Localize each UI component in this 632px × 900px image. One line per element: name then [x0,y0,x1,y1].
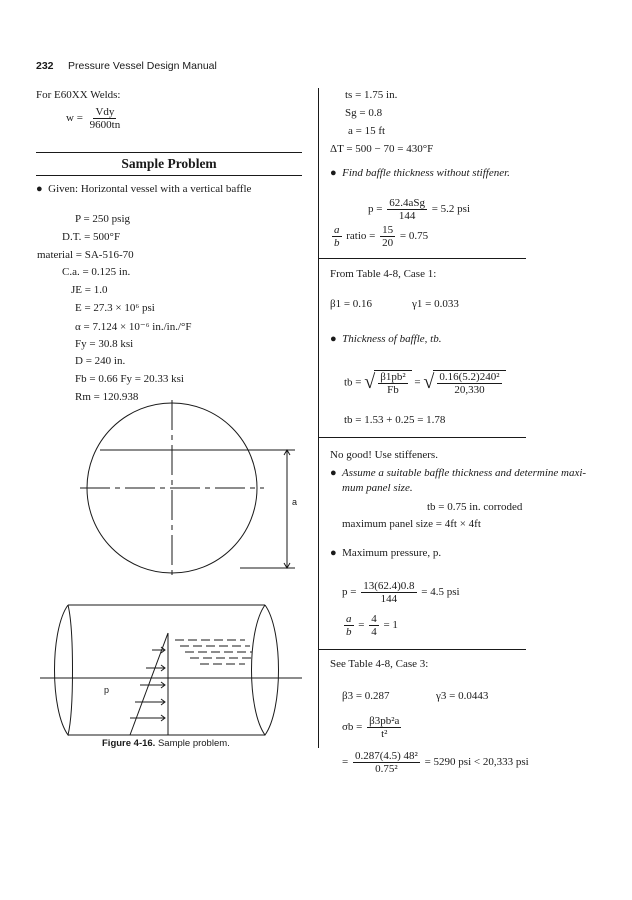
r-nogood: No good! Use stiffeners. [330,449,438,461]
param-rm: Rm = 120.938 [75,391,139,403]
figure-caption-label: Figure 4-16. [102,738,156,749]
r-dt: ΔT = 500 − 70 = 430°F [330,143,434,155]
r-sg: Sg = 0.8 [345,107,383,119]
section-rule-2 [318,437,526,438]
r-p1-num: 62.4aSg [389,197,425,209]
given-line [36,183,251,195]
r-fin-eqsign: = [342,756,349,769]
r-fin-den: 0.75² [375,763,398,775]
r-p1-rhs: = 5.2 psi [431,203,471,216]
r-p1-lhs: p = [368,203,383,216]
r-sig-den: t² [381,728,388,740]
r-ab-den: b [334,237,340,249]
running-title: Pressure Vessel Design Manual [68,60,217,72]
r-ab2-b: b [346,626,352,638]
r-tb-den2: 20,330 [454,384,485,396]
shell-left-end [55,605,73,735]
figure-caption-text: Sample problem. [157,738,230,749]
param-fy: Fy = 30.8 ksi [75,338,134,350]
r-tb-eq [344,370,506,396]
r-ratio-frac [380,224,395,249]
r-ratio-num: 15 [382,224,394,236]
r-tb-eq2: = [414,376,421,389]
r-sig-lhs: σb = [342,721,363,734]
r-fin-rhs: = 5290 psi < 20,333 psi [424,756,529,769]
r-a: a = 15 ft [348,125,386,137]
welds-fraction [88,106,123,131]
r-table1: From Table 4-8, Case 1: [330,268,437,280]
r-p1-frac [387,197,427,222]
r-tb-sqrt2 [433,370,505,396]
bullet-icon: ● [330,167,337,179]
r-thick [330,333,441,345]
r-ab2-frac2 [369,613,379,638]
r-beta3: β3 = 0.287 [342,690,390,702]
section-rule-3 [318,649,526,650]
r-ab-num: a [334,224,340,236]
r-find1 [330,167,510,179]
r-final-eq [342,750,529,775]
r-gamma1: γ1 = 0.033 [412,298,459,310]
param-d: D = 240 in. [75,355,126,367]
r-tb-lhs: tb = [344,376,362,389]
given-text: Given: Horizontal vessel with a vertical baffle [48,183,252,195]
param-je: JE = 1.0 [71,284,108,296]
r-tb-corr: tb = 0.75 in. corroded [427,501,523,513]
param-e: E = 27.3 × 10⁶ psi [75,302,155,314]
r-maxpanel: maximum panel size = 4ft × 4ft [342,518,481,530]
load-label-p: p [104,685,110,695]
r-assume [330,467,586,479]
param-material: material = SA-516-70 [37,249,134,261]
param-dt: D.T. = 500°F [62,231,121,243]
r-ab2-eq [342,613,398,638]
sample-problem-title: Sample Problem [121,156,217,171]
r-ab2-num: 4 [371,613,377,625]
r-maxp-text: Maximum pressure, p. [342,547,442,559]
welds-w: w = [66,112,83,125]
param-ca: C.a. = 0.125 in. [62,266,131,278]
r-beta1: β1 = 0.16 [330,298,373,310]
dim-label-a: a [292,497,298,507]
r-ab2-rhs: = 1 [383,619,398,632]
r-tb-frac1 [378,371,407,396]
r-gamma3: γ3 = 0.0443 [436,690,489,702]
param-alpha: α = 7.124 × 10⁻⁶ in./in./°F [75,321,192,333]
r-p2-den: 144 [380,593,398,605]
r-tb-num2: √ 0.16(5.2)240² [439,371,500,383]
r-fin-num: 0.287(4.5) 48² [354,750,418,762]
r-tb-frac2 [437,371,501,396]
r-p2-frac [361,580,416,605]
r-ratio-word: ratio = [346,230,376,243]
liquid-dashes [175,640,252,664]
bullet-icon: ● [330,333,337,345]
pressure-arrows [130,647,165,721]
title-rule-bottom [36,175,302,176]
bullet-icon: ● [330,467,337,479]
bullet-icon: ● [330,547,337,559]
figure-caption [102,738,230,749]
welds-den: 9600tn [89,119,121,131]
r-assume2: mum panel size. [342,482,413,494]
r-sigma-eq [342,715,403,740]
r-ab2-eqsign: = [358,619,365,632]
r-ts: ts = 1.75 in. [345,89,398,101]
r-find1-text: Find baffle thickness without stiffener. [342,167,510,179]
r-table3: See Table 4-8, Case 3: [330,658,429,670]
r-maxp [330,547,441,559]
r-tb-result: tb = 1.53 + 0.25 = 1.78 [344,414,446,426]
r-tb-sqrt1 [374,370,411,396]
r-tb-den: Fb [387,384,399,396]
r-p1-den: 144 [398,210,416,222]
r-p2-rhs: = 4.5 psi [421,586,460,599]
param-fb: Fb = 0.66 Fy = 20.33 ksi [75,373,184,385]
r-tb-num: √ β1pb² [380,371,406,383]
r-thick-text: Thickness of baffle, tb. [342,333,442,345]
shell-right-end [252,605,279,735]
title-rule-top [36,152,302,153]
bullet-icon: ● [36,183,43,195]
r-p2-num: 13(62.4)0.8 [363,580,415,592]
welds-formula [66,106,124,131]
r-fin-frac [353,750,420,775]
r-ab-frac [332,224,342,249]
r-p2-lhs: p = [342,586,357,599]
welds-label: For E60XX Welds: [36,89,121,101]
r-sig-num: β3pb²a [369,715,400,727]
r-ratio-den: 20 [382,237,394,249]
r-sig-frac [367,715,401,740]
r-ab2-a: a [346,613,352,625]
r-ab2-frac [344,613,354,638]
r-p2-eq [342,580,460,605]
r-ratio-rhs: = 0.75 [399,230,429,243]
r-p1-eq [368,197,470,222]
welds-num: Vdy [95,106,115,118]
sample-problem-figure [40,400,310,760]
param-p: P = 250 psig [75,213,130,225]
r-ab2-den: 4 [371,626,377,638]
r-ratio-eq [330,224,428,249]
r-assume-text: Assume a suitable baffle thickness and determine maxi- [341,467,587,479]
page-number: 232 [36,60,54,72]
section-rule-1 [318,258,526,259]
